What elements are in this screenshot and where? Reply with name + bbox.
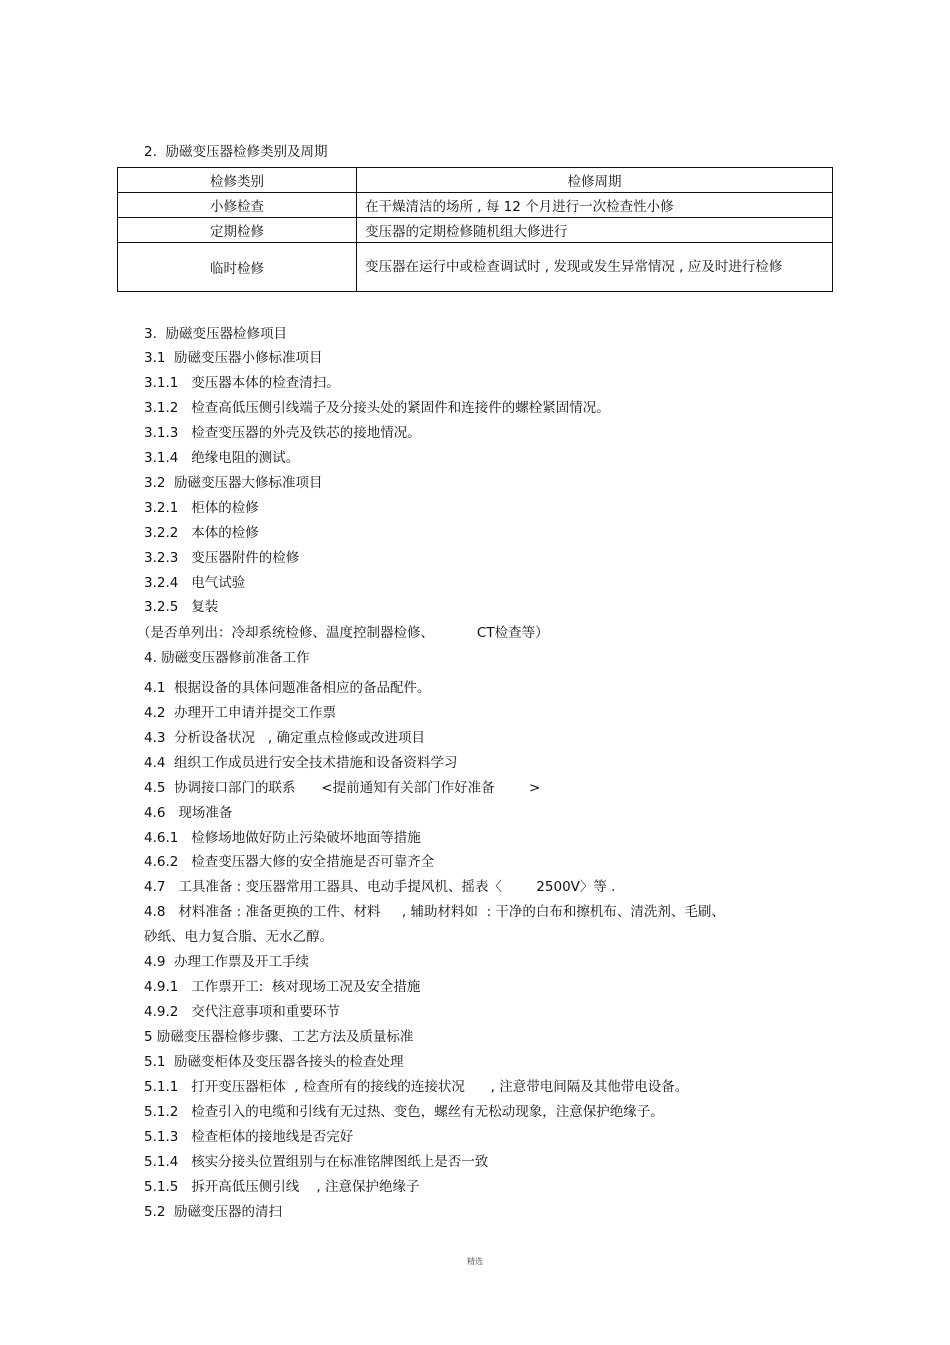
text-line: 4.7 工具准备 : 变压器常用工器具、电动手提风机、摇表〈 2500V〉等 . <box>144 879 616 895</box>
text-line: 砂纸、电力复合脂、无水乙醇。 <box>144 929 333 945</box>
table-row <box>118 218 833 243</box>
text-line: 3.2.5 复装 <box>144 599 219 615</box>
text-line: 3.1.4 绝缘电阻的测试。 <box>144 450 300 466</box>
cell-cycle: 在干燥清洁的场所 , 每 12 个月进行一次检查性小修 <box>357 193 833 218</box>
section-4-heading: 4. 励磁变压器修前准备工作 <box>144 650 310 666</box>
text-line: 5.1.3 检查柜体的接地线是否完好 <box>144 1129 354 1145</box>
text-line: 5.1.5 拆开高低压侧引线 , 注意保护绝缘子 <box>144 1179 420 1195</box>
cell-cycle: 变压器在运行中或检查调试时 , 发现或发生异常情况 , 应及时进行检修 <box>357 243 833 292</box>
text-line: 3.1.1 变压器本体的检查清扫。 <box>144 375 340 391</box>
text-line: 4.3 分析设备状况 , 确定重点检修或改进项目 <box>144 730 426 746</box>
text-line: 3.1 励磁变压器小修标准项目 <box>144 350 323 366</box>
text-line: 3.1.3 检查变压器的外壳及铁芯的接地情况。 <box>144 425 421 441</box>
page-footer: 精选 <box>467 1257 483 1266</box>
cell-category: 临时检修 <box>118 243 357 292</box>
text-line: 4.4 组织工作成员进行安全技术措施和设备资料学习 <box>144 755 458 771</box>
text-line: 4.6.1 检修场地做好防止污染破坏地面等措施 <box>144 830 421 846</box>
text-line: 5.1.1 打开变压器柜体 , 检查所有的接线的连接状况 , 注意带电间隔及其他带电设备。 <box>144 1079 689 1095</box>
text-line: 5.2 励磁变压器的清扫 <box>144 1204 283 1220</box>
text-line: 4.8 材料准备 : 准备更换的工件、材料 , 辅助材料如 : 干净的白布和擦机布、清洗剂、毛刷、 <box>144 904 725 920</box>
text-line: 3.2.2 本体的检修 <box>144 525 259 541</box>
maintenance-cycle-table <box>117 167 833 292</box>
text-line: 4.9.1 工作票开工: 核对现场工况及安全措施 <box>144 979 421 995</box>
text-line: 3.2 励磁变压器大修标准项目 <box>144 475 323 491</box>
text-line: 5.1.2 检查引入的电缆和引线有无过热、变色，螺丝有无松动现象，注意保护绝缘子。 <box>144 1104 664 1120</box>
text-line: 4.6.2 检查变压器大修的安全措施是否可靠齐全 <box>144 854 435 870</box>
text-line: 4.1 根据设备的具体问题准备相应的备品配件。 <box>144 680 431 696</box>
text-line: 4.6 现场准备 <box>144 805 233 821</box>
text-line: 4.2 办理开工申请并提交工作票 <box>144 705 337 721</box>
text-line: 3.2.3 变压器附件的检修 <box>144 550 300 566</box>
text-line: 5.1.4 核实分接头位置组别与在标准铭牌图纸上是否一致 <box>144 1154 489 1170</box>
section-3-heading: 3. 励磁变压器检修项目 <box>144 326 287 342</box>
cell-category: 定期检修 <box>118 218 357 243</box>
section-2-heading: 2. 励磁变压器检修类别及周期 <box>144 144 328 160</box>
text-line: 4.5 协调接口部门的联系 <提前通知有关部门作好准备 > <box>144 780 541 796</box>
text-line: 5.1 励磁变柜体及变压器各接头的检查处理 <box>144 1054 404 1070</box>
table-row <box>118 243 833 292</box>
text-line: 3.1.2 检查高低压侧引线端子及分接头处的紧固件和连接件的螺栓紧固情况。 <box>144 400 610 416</box>
text-line: 4.9.2 交代注意事项和重要环节 <box>144 1004 340 1020</box>
table-row <box>118 193 833 218</box>
table-header-row <box>118 168 833 193</box>
text-line: 4.9 办理工作票及开工手续 <box>144 954 310 970</box>
header-category: 检修类别 <box>118 168 357 193</box>
text-line: 3.2.1 柜体的检修 <box>144 500 259 516</box>
cell-category: 小修检查 <box>118 193 357 218</box>
section-5-heading: 5 励磁变压器检修步骤、工艺方法及质量标准 <box>144 1029 414 1045</box>
cell-cycle: 变压器的定期检修随机组大修进行 <box>357 218 833 243</box>
note-line: （是否单列出：冷却系统检修、温度控制器检修、 CT检查等） <box>137 625 549 641</box>
header-cycle: 检修周期 <box>357 168 833 193</box>
text-line: 3.2.4 电气试验 <box>144 575 246 591</box>
